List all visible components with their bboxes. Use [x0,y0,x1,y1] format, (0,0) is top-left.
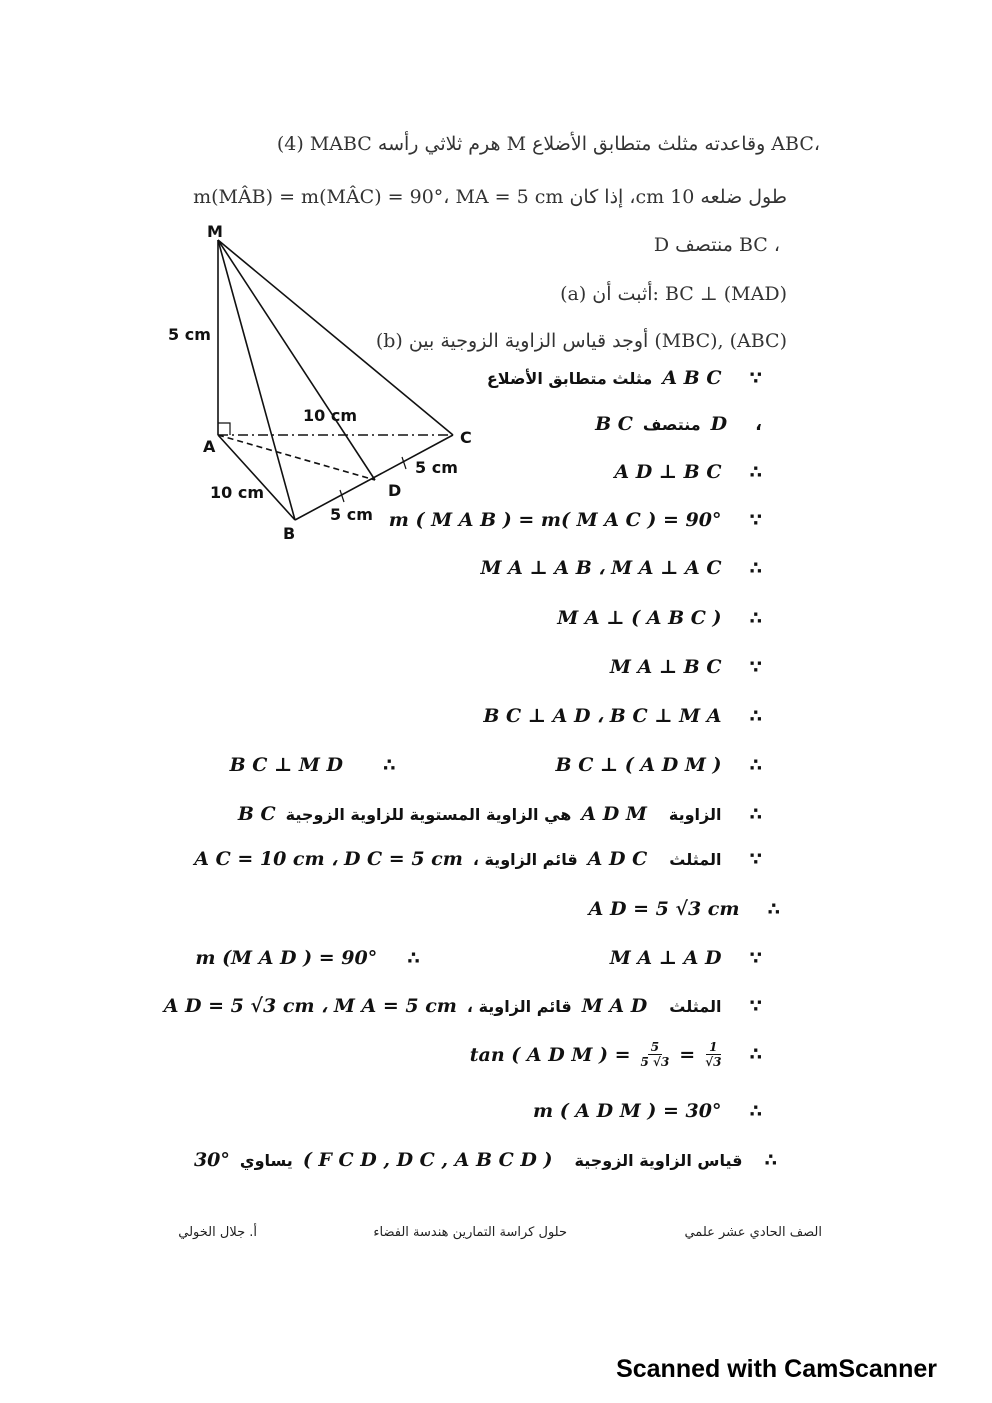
row-text: قياس الزاوية الزوجية [574,1150,743,1170]
because-symbol: ∵ [749,367,762,389]
therefore-symbol: ∴ [749,1100,762,1122]
row-math: A B C [662,367,722,389]
footer-book: حلول كراسة التمارين هندسة الفضاء [373,1225,567,1240]
therefore-symbol: ∴ [749,754,762,776]
because-symbol: ∵ [749,656,762,678]
edge-bc [295,435,453,520]
row-math: ( F C D , D C , A B C D ) [302,1149,553,1171]
therefore-symbol: ∴ [749,607,762,629]
fraction-1 [641,1040,670,1069]
row-math: D [710,413,728,435]
label-ma-length: 5 cm [168,325,211,344]
fraction-denominator: 5 √3 [640,1055,670,1069]
row-text: الزاوية [668,804,722,824]
row-text: هي الزاوية المستوية للزاوية الزوجية [285,804,572,824]
footer-grade: الصف الحادي عشر علمي [684,1225,822,1240]
row-math-secondary: 30° [193,1149,230,1171]
label-a: A [203,437,216,456]
row-text: قائم الزاوية ، [472,849,578,869]
row-math-secondary: B C ⊥ M D [229,754,343,776]
row-math: M A ⊥ A D [609,947,722,969]
label-m: M [207,222,223,241]
because-symbol: ∵ [749,995,762,1017]
row-math: M A ⊥ A B ، M A ⊥ A C [480,557,722,579]
therefore-symbol: ∴ [749,461,762,483]
fraction-denominator: √3 [705,1055,722,1069]
problem-part-a: (a) أثبت أن: BC ⊥ (MAD) [560,283,787,305]
therefore-symbol: ∴ [749,705,762,727]
solution-row-17 [194,1149,777,1171]
solution-row-2 [595,413,762,435]
row-math-secondary: A D = 5 √3 cm ، M A = 5 cm [163,995,457,1017]
solution-row-10 [238,803,762,825]
row-text: يساوي [239,1150,293,1170]
solution-row-11 [194,848,762,870]
row-math: M A D [581,995,648,1017]
problem-line-1: (4) MABC هرم ثلاثي رأسه M وقاعدته مثلث متطابق الأضلاع ABC، [276,133,820,155]
row-math: A D = 5 √3 cm [588,898,740,920]
row-text: منتصف [642,414,701,434]
right-angle-mark [218,423,230,435]
fraction-numerator: 5 [648,1040,662,1055]
row-math: tan ( A D M ) = [469,1043,631,1066]
because-symbol: ∵ [749,509,762,531]
therefore-symbol: ∴ [407,947,420,969]
solution-row-8 [483,705,762,727]
therefore-symbol: ∴ [382,754,396,776]
fraction-2 [705,1040,721,1069]
because-symbol: ∵ [749,848,762,870]
solution-row-14 [164,995,762,1017]
row-math-secondary: m (M A D ) = 90° [195,947,378,969]
solution-row-16 [533,1100,762,1122]
row-math: m ( A D M ) = 30° [532,1100,722,1122]
row-math: M A ⊥ ( A B C ) [557,607,722,629]
solution-row-15 [470,1040,762,1069]
problem-line-3: D منتصف BC ، [653,234,780,256]
therefore-symbol: ∴ [764,1149,777,1171]
therefore-symbol: ∴ [749,1044,762,1065]
solution-row-6 [557,607,762,629]
row-math: A D C [587,848,648,870]
solution-row-1 [487,367,762,389]
because-symbol: ∵ [749,947,762,969]
therefore-symbol: ∴ [749,557,762,579]
row-math: m ( M A B ) = m( M A C ) = 90° [388,509,722,531]
fraction-numerator: 1 [706,1040,720,1055]
row-text: قائم الزاوية ، [466,996,572,1016]
solution-row-9 [230,754,762,776]
row-text: المثلث [669,849,722,869]
equals-sign: = [679,1043,696,1066]
row-math-secondary: A C = 10 cm ، D C = 5 cm [194,848,463,870]
camscanner-watermark: Scanned with CamScanner [616,1355,937,1383]
row-math: A D ⊥ B C [614,461,722,483]
pyramid-figure [160,215,480,550]
solution-row-12 [589,898,780,920]
row-math: B C ⊥ A D ، B C ⊥ M A [483,705,722,727]
row-math: B C ⊥ ( A D M ) [555,754,722,776]
label-d: D [388,481,402,500]
comma-symbol: ، [755,413,762,435]
solution-row-5 [480,557,762,579]
row-math-secondary: B C [237,803,276,825]
row-math: M A ⊥ B C [609,656,722,678]
edge-md [218,240,375,480]
segment-ad [218,435,375,480]
problem-line-2: طول ضلعه 10 cm، إذا كان m(MÂB) = m(MÂC) = 90°، MA = 5 cm [193,186,787,208]
solution-row-13 [195,947,762,969]
solution-row-4 [389,509,762,531]
row-math: A D M [581,803,647,825]
row-text: المثلث [669,996,722,1016]
label-bd-length: 5 cm [330,505,373,524]
solution-row-7 [610,656,762,678]
solution-row-3 [614,461,762,483]
label-b: B [283,524,296,543]
therefore-symbol: ∴ [767,898,780,920]
row-math: B C [595,413,633,435]
problem-part-b: (b) أوجد قياس الزاوية الزوجية بين (MBC), (ABC) [375,330,787,352]
label-ac-length: 10 cm [303,406,357,425]
label-ab-length: 10 cm [210,483,264,502]
therefore-symbol: ∴ [749,803,762,825]
row-text: مثلث متطابق الأضلاع [486,368,653,388]
label-dc-length: 5 cm [415,458,458,477]
footer-author: أ. جلال الخولي [178,1225,257,1240]
label-c: C [460,428,472,447]
